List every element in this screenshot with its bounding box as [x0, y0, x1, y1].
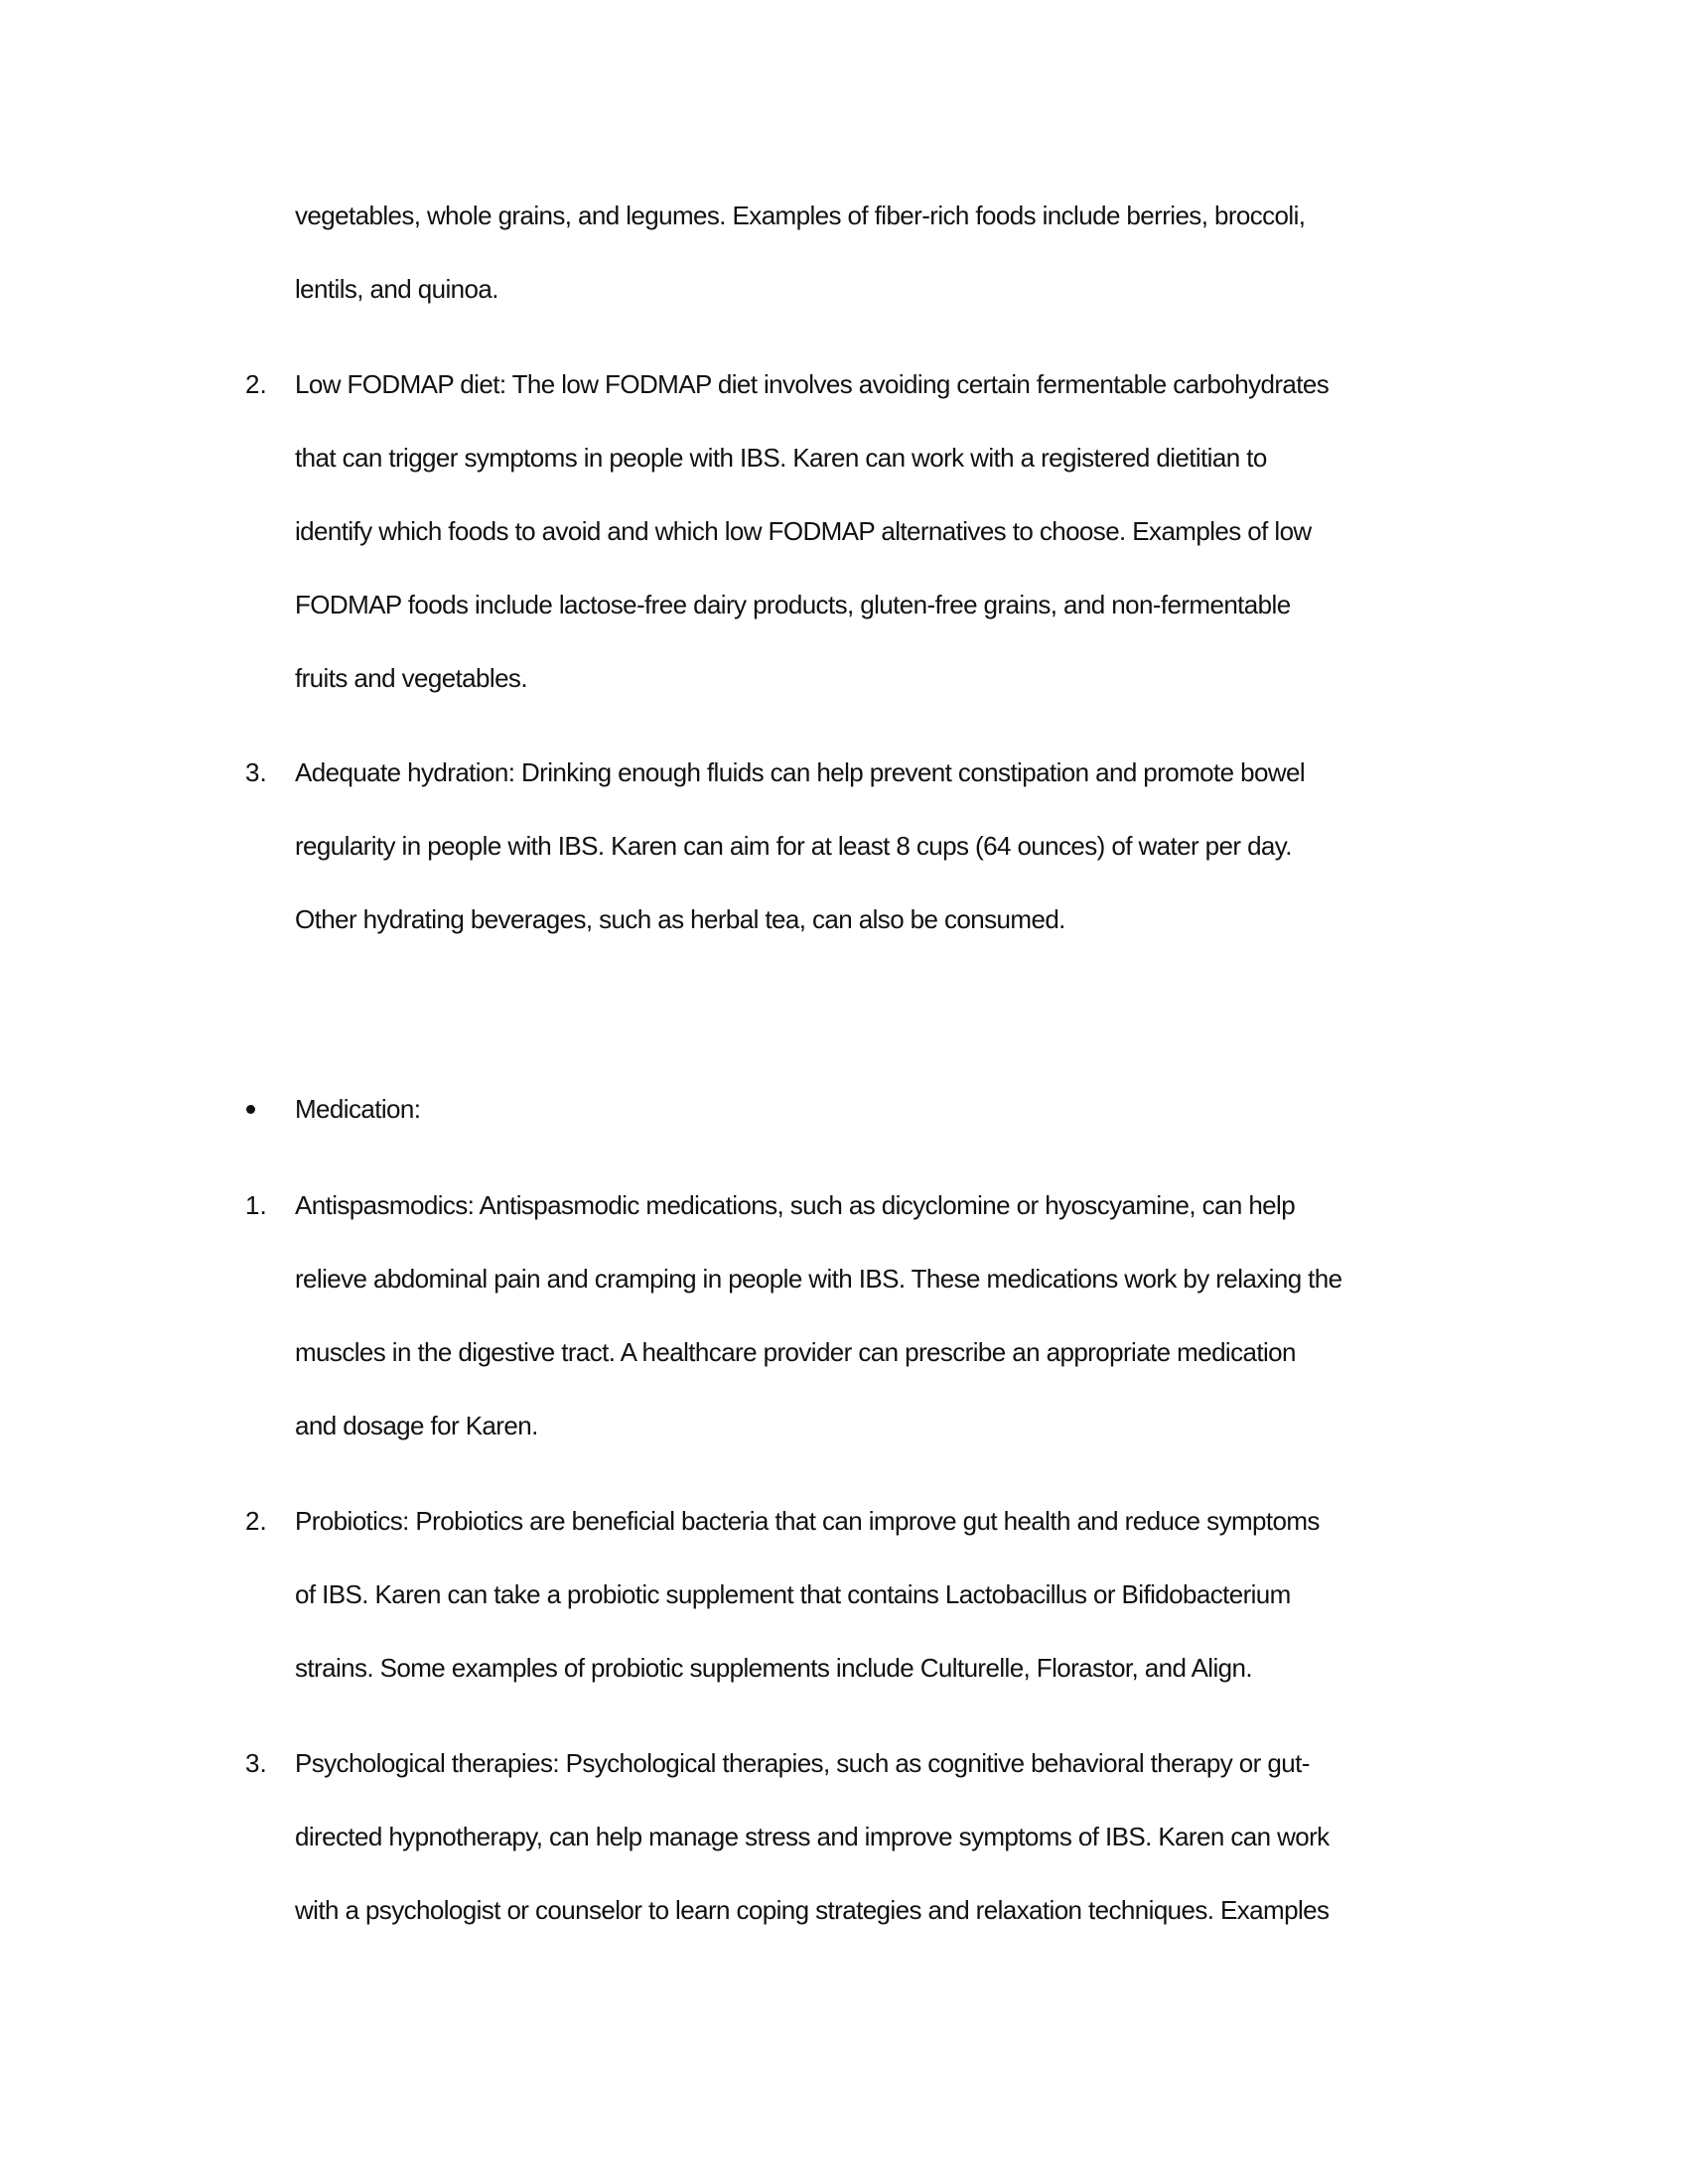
list-number: 1.	[245, 1190, 267, 1220]
list-item-line: that can trigger symptoms in people with IBS. Karen can work with a registered dietitian to	[295, 443, 1267, 473]
list-number: 2.	[245, 1506, 267, 1536]
list-number: 3.	[245, 1748, 267, 1778]
paragraph-line: lentils, and quinoa.	[295, 274, 498, 304]
list-item-line: of IBS. Karen can take a probiotic supplement that contains Lactobacillus or Bifidobacterium	[295, 1579, 1291, 1609]
list-item-line: relieve abdominal pain and cramping in people with IBS. These medications work by relaxing the	[295, 1264, 1342, 1294]
section-heading: Medication:	[295, 1094, 421, 1124]
list-item-line: and dosage for Karen.	[295, 1411, 538, 1440]
list-item-line: regularity in people with IBS. Karen can aim for at least 8 cups (64 ounces) of water per day.	[295, 831, 1292, 861]
list-item-line: muscles in the digestive tract. A healthcare provider can prescribe an appropriate medication	[295, 1337, 1296, 1367]
list-number: 3.	[245, 757, 267, 787]
list-item-line: Adequate hydration: Drinking enough fluids can help prevent constipation and promote bowel	[295, 757, 1306, 787]
list-item-line: fruits and vegetables.	[295, 663, 527, 693]
list-item-line: with a psychologist or counselor to learn coping strategies and relaxation techniques. Examples	[295, 1895, 1330, 1925]
list-item-line: Low FODMAP diet: The low FODMAP diet involves avoiding certain fermentable carbohydrates	[295, 369, 1330, 399]
list-item-line: Psychological therapies: Psychological therapies, such as cognitive behavioral therapy or gut-	[295, 1748, 1310, 1778]
list-item-line: directed hypnotherapy, can help manage stress and improve symptoms of IBS. Karen can work	[295, 1822, 1330, 1851]
list-item-line: Other hydrating beverages, such as herbal tea, can also be consumed.	[295, 904, 1065, 934]
list-item-line: Probiotics: Probiotics are beneficial bacteria that can improve gut health and reduce symptoms	[295, 1506, 1320, 1536]
bullet-icon	[246, 1105, 255, 1114]
paragraph-line: vegetables, whole grains, and legumes. Examples of fiber-rich foods include berries, broccoli,	[295, 201, 1306, 230]
list-item-line: FODMAP foods include lactose-free dairy products, gluten-free grains, and non-fermentable	[295, 590, 1291, 619]
list-item-line: Antispasmodics: Antispasmodic medications, such as dicyclomine or hyoscyamine, can help	[295, 1190, 1296, 1220]
list-item-line: strains. Some examples of probiotic supplements include Culturelle, Florastor, and Align.	[295, 1653, 1253, 1683]
list-number: 2.	[245, 369, 267, 399]
list-item-line: identify which foods to avoid and which low FODMAP alternatives to choose. Examples of low	[295, 516, 1312, 546]
